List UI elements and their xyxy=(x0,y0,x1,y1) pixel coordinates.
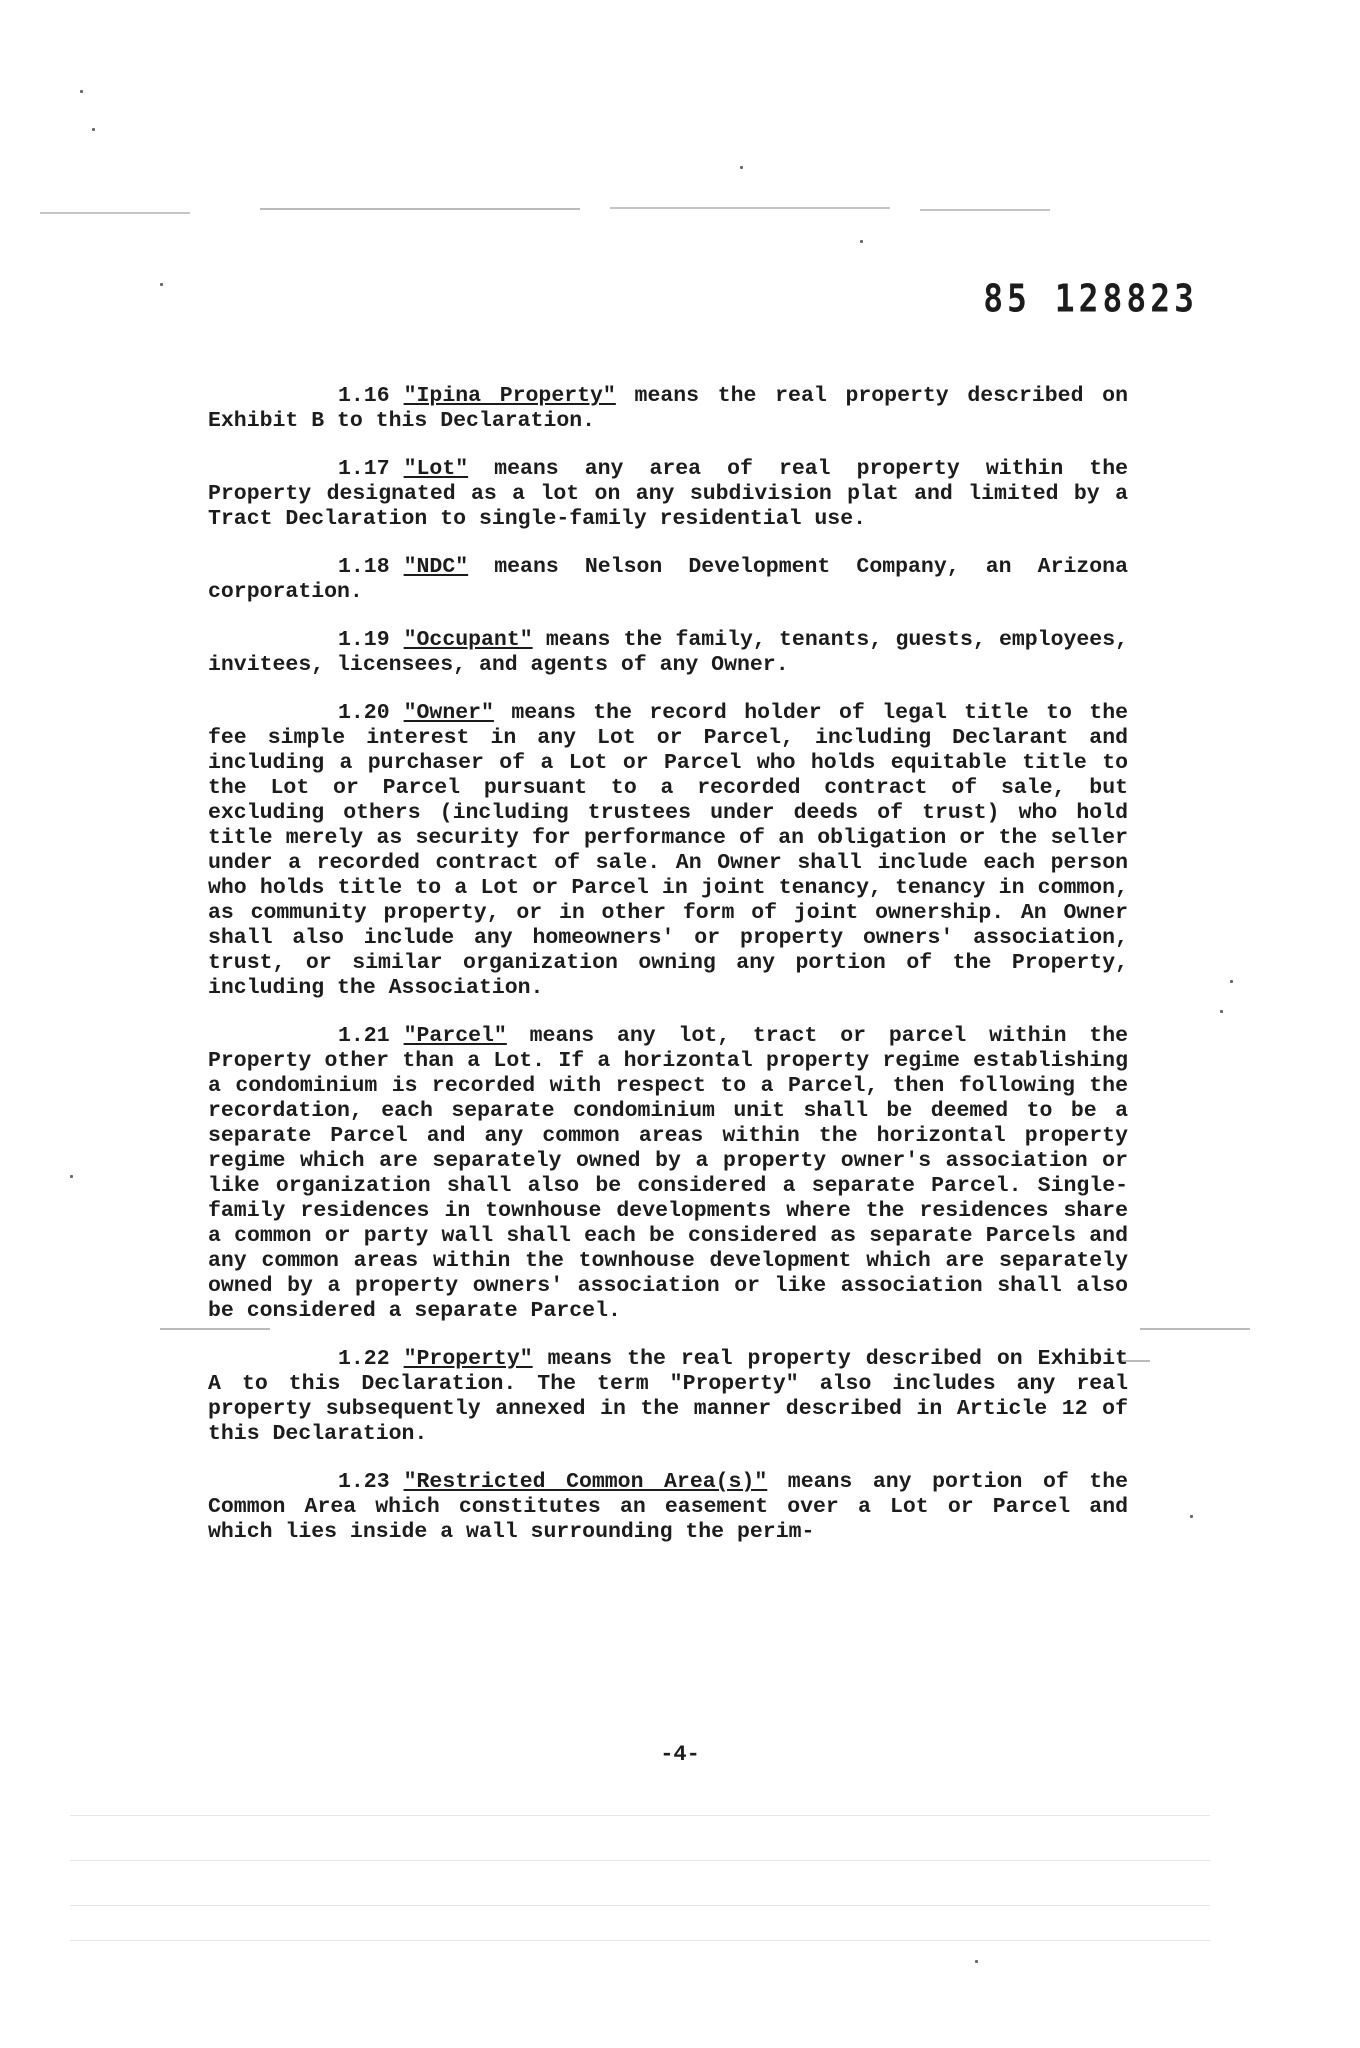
definition-paragraph xyxy=(208,1470,1128,1545)
definition-text: means the record holder of legal title to the fee simple interest in any Lot or Parcel, including Declarant and including a purchaser of a Lot or Parcel who holds equitable title to the Lot or Parcel pursuant to a recorded contract of sale, but excluding others (including trustees under deeds of trust) who hold title merely as security for performance of an obligation or the seller under a recorded contract of sale. An Owner shall include each person who holds title to a Lot or Parcel in joint tenancy, tenancy in common, as community property, or in other form of joint ownership. An Owner shall also include any homeowners' or property owners' association, trust, or similar organization owning any portion of the Property, including the Association. xyxy=(208,701,1128,1000)
defined-term: "Property" xyxy=(403,1347,533,1371)
defined-term: "Occupant" xyxy=(403,628,533,652)
section-number: 1.19 xyxy=(338,628,390,652)
definition-paragraph xyxy=(208,384,1128,434)
defined-term: "Restricted Common Area(s)" xyxy=(403,1470,768,1494)
definition-text: means any portion of the Common Area which constitutes an easement over a Lot or Parcel and which lies inside a wall surrounding the perim- xyxy=(208,1470,1128,1544)
defined-term: "Parcel" xyxy=(403,1024,507,1048)
definition-paragraph xyxy=(208,555,1128,605)
section-number: 1.17 xyxy=(338,457,390,481)
definition-text: means any lot, tract or parcel within the Property other than a Lot. If a horizontal property regime establishing a condominium is recorded with respect to a Parcel, then following the recordation, each separate condominium unit shall be deemed to be a separate Parcel and any common areas within the horizontal property regime which are separately owned by a property owner's association or like organization shall also be considered a separate Parcel. Single-family residences in townhouse developments where the residences share a common or party wall shall each be considered as separate Parcels and any common areas within the townhouse development which are separately owned by a property owners' association or like association shall also be considered a separate Parcel. xyxy=(208,1024,1128,1323)
definition-text: means the family, tenants, guests, employees, invitees, licensees, and agents of any Owner. xyxy=(208,628,1128,677)
defined-term: "NDC" xyxy=(403,555,469,579)
definition-text: means any area of real property within the Property designated as a lot on any subdivision plat and limited by a Tract Declaration to single-family residential use. xyxy=(208,457,1128,531)
section-number: 1.18 xyxy=(338,555,390,579)
recording-number: 85 128823 xyxy=(983,276,1198,321)
definition-text: means Nelson Development Company, an Arizona corporation. xyxy=(208,555,1128,604)
section-number: 1.16 xyxy=(338,384,390,408)
definition-paragraph xyxy=(208,1347,1128,1447)
defined-term: "Lot" xyxy=(403,457,469,481)
page-number: -4- xyxy=(660,1742,700,1767)
definition-text: means the real property described on Exhibit A to this Declaration. The term "Property" also includes any real property subsequently annexed in the manner described in Article 12 of this Declaration. xyxy=(208,1347,1128,1446)
definitions-body xyxy=(208,384,1128,1568)
definition-text: means the real property described on Exhibit B to this Declaration. xyxy=(208,384,1128,433)
section-number: 1.22 xyxy=(338,1347,390,1371)
definition-paragraph xyxy=(208,628,1128,678)
definition-paragraph xyxy=(208,701,1128,1001)
definition-paragraph xyxy=(208,457,1128,532)
defined-term: "Owner" xyxy=(403,701,494,725)
defined-term: "Ipina Property" xyxy=(403,384,616,408)
section-number: 1.20 xyxy=(338,701,390,725)
section-number: 1.23 xyxy=(338,1470,390,1494)
definition-paragraph xyxy=(208,1024,1128,1324)
section-number: 1.21 xyxy=(338,1024,390,1048)
